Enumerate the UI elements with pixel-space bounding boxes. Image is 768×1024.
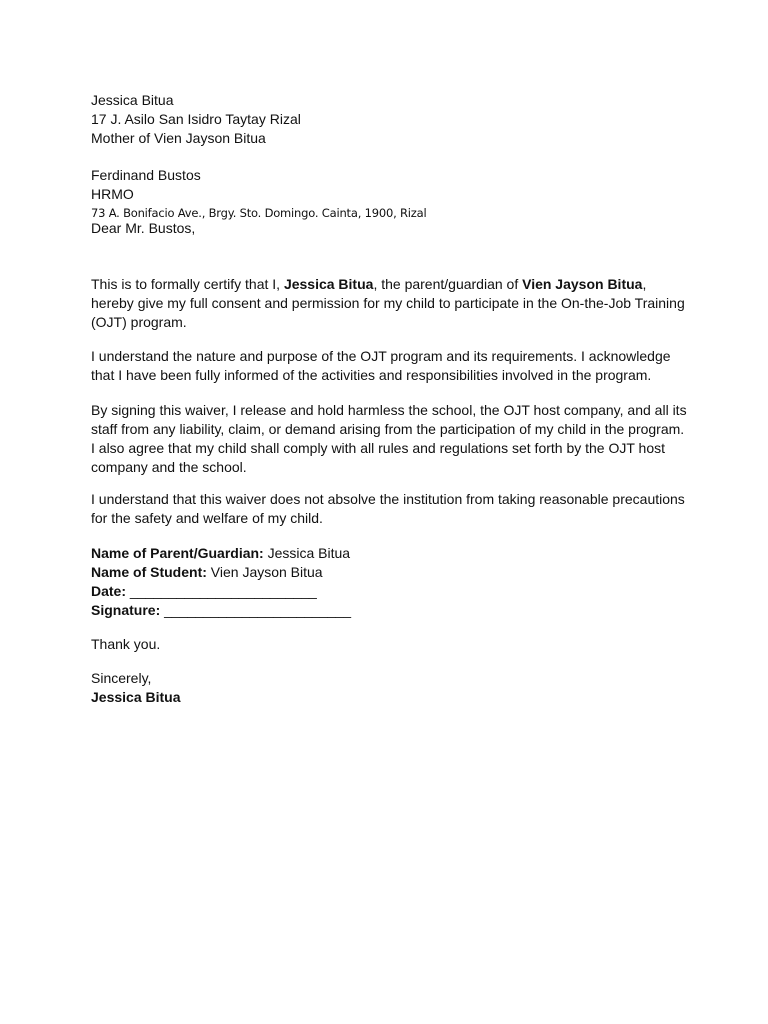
- paragraph-consent: [91, 275, 691, 332]
- signature-fields: [91, 544, 691, 620]
- p2-line-2: that I have been fully informed of the activities and responsibilities involved in the program.: [91, 367, 652, 383]
- salutation: Dear Mr. Bustos,: [91, 220, 196, 236]
- sender-address: 17 J. Asilo San Isidro Taytay Rizal: [91, 111, 301, 127]
- sender-relation: Mother of Vien Jayson Bitua: [91, 130, 266, 146]
- thank-you-block: [91, 635, 691, 654]
- p2-line-1: I understand the nature and purpose of the OJT program and its requirements. I acknowledge: [91, 348, 671, 364]
- recipient-block: [91, 166, 691, 238]
- field-student: [91, 563, 691, 582]
- closing: Sincerely,: [91, 670, 152, 686]
- field-parent-value: Jessica Bitua: [263, 545, 351, 561]
- paragraph-understanding: [91, 347, 691, 385]
- p1-text-2: , the parent/guardian of: [373, 276, 523, 292]
- field-date: [91, 582, 691, 601]
- thank-you: Thank you.: [91, 636, 161, 652]
- field-date-label: Date:: [91, 583, 127, 599]
- recipient-title: HRMO: [91, 186, 134, 202]
- closing-block: [91, 669, 691, 707]
- p1-text-3: ,: [642, 276, 647, 292]
- recipient-address: 73 A. Bonifacio Ave., Brgy. Sto. Domingo. Cainta, 1900, Rizal: [91, 206, 427, 220]
- field-student-value: Vien Jayson Bitua: [206, 564, 323, 580]
- recipient-name: Ferdinand Bustos: [91, 167, 201, 183]
- p3-line-2: staff from any liability, claim, or demand arising from the participation of my child in the program.: [91, 421, 685, 437]
- p3-line-3: I also agree that my child shall comply with all rules and regulations set forth by the OJT host: [91, 440, 666, 456]
- signoff-name: Jessica Bitua: [91, 689, 181, 705]
- p1-student-name: Vien Jayson Bitua: [522, 276, 643, 292]
- field-parent: [91, 544, 691, 563]
- p1-line-3: (OJT) program.: [91, 314, 187, 330]
- field-date-blank: ________________________: [126, 583, 317, 599]
- paragraph-precautions: [91, 490, 691, 528]
- p3-line-1: By signing this waiver, I release and hold harmless the school, the OJT host company, and all its: [91, 402, 687, 418]
- p3-line-4: company and the school.: [91, 459, 247, 475]
- p4-line-2: for the safety and welfare of my child.: [91, 510, 323, 526]
- field-signature: [91, 601, 691, 620]
- sender-block: [91, 91, 691, 148]
- field-signature-label: Signature:: [91, 602, 161, 618]
- sender-name: Jessica Bitua: [91, 92, 174, 108]
- field-parent-label: Name of Parent/Guardian:: [91, 545, 264, 561]
- field-student-label: Name of Student:: [91, 564, 207, 580]
- p1-line-2: hereby give my full consent and permission for my child to participate in the On-the-Job Training: [91, 295, 685, 311]
- p1-parent-name: Jessica Bitua: [283, 276, 374, 292]
- paragraph-release: [91, 401, 691, 477]
- p4-line-1: I understand that this waiver does not absolve the institution from taking reasonable precautions: [91, 491, 685, 507]
- field-signature-blank: ________________________: [160, 602, 351, 618]
- p1-text-1: This is to formally certify that I,: [91, 276, 284, 292]
